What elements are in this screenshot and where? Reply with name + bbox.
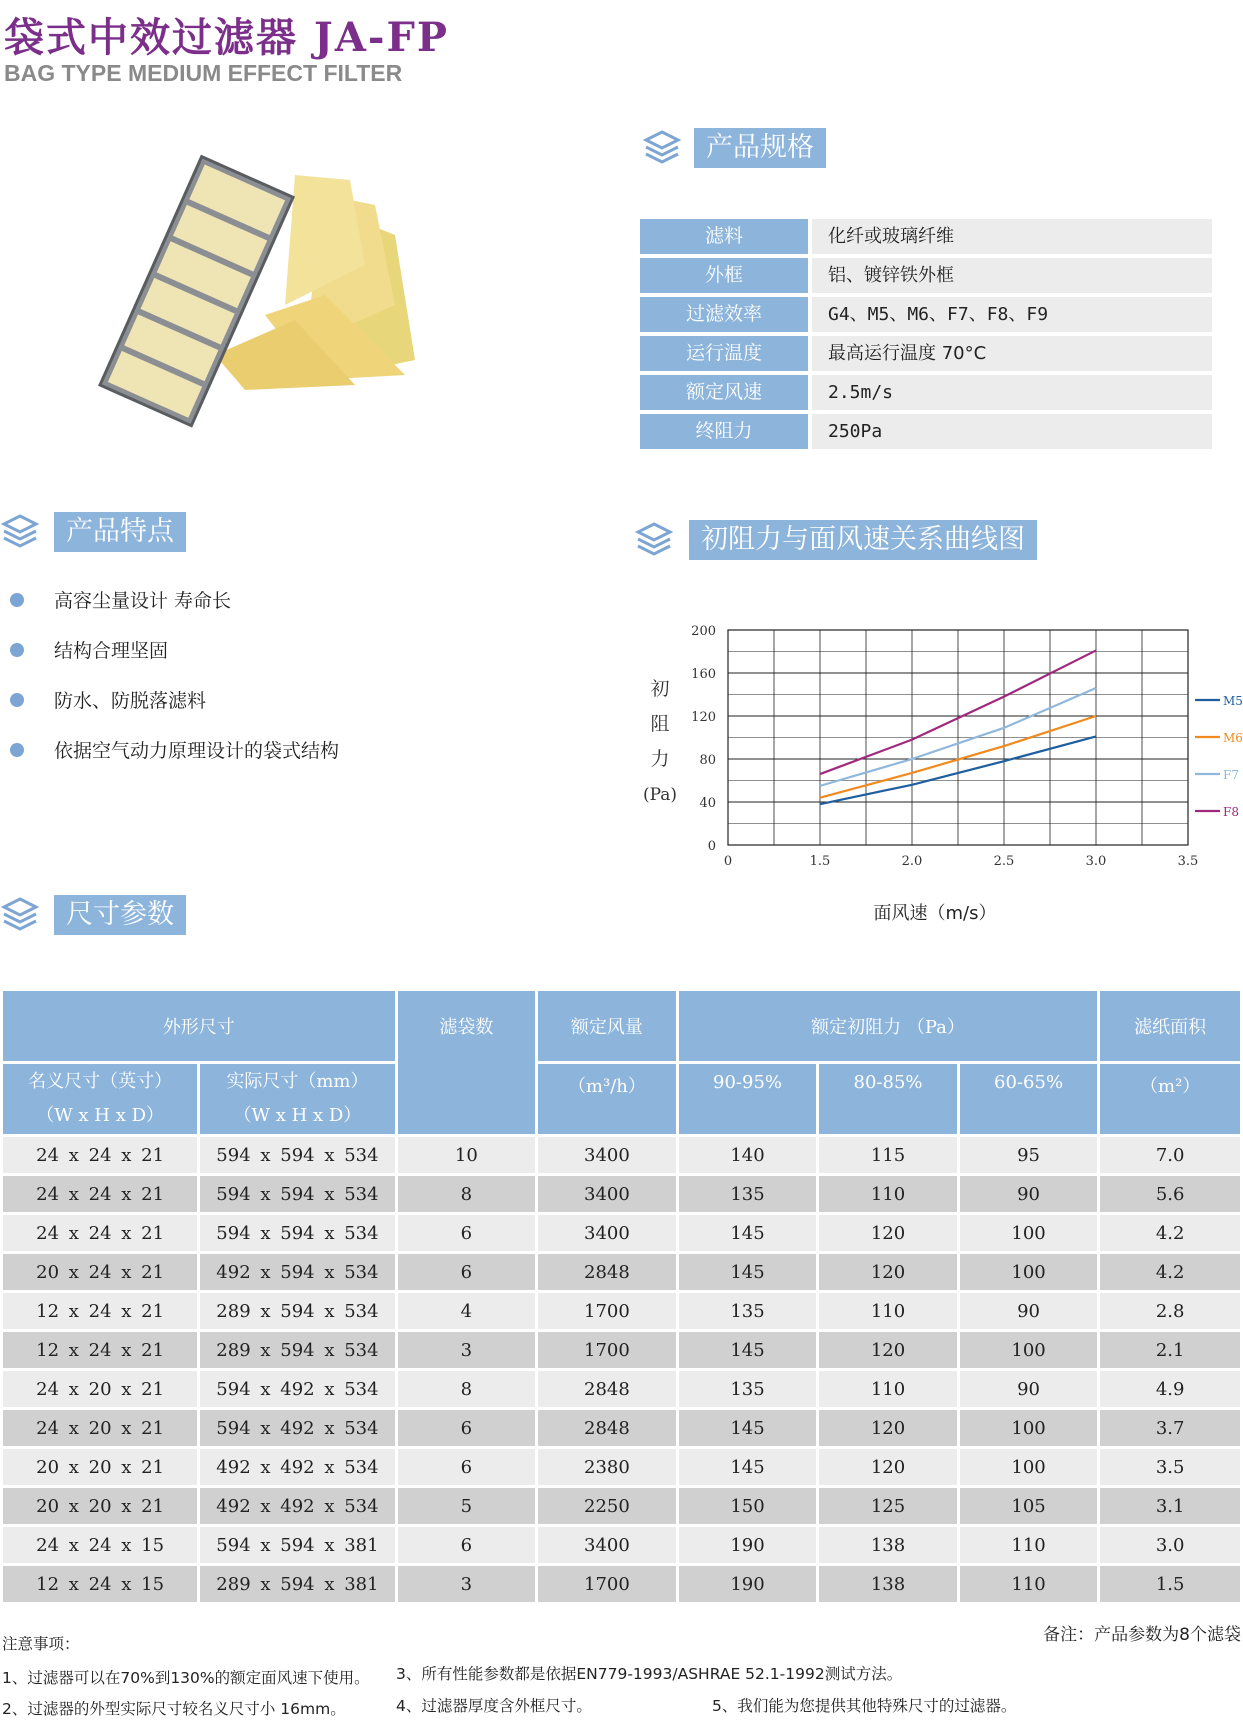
spec-table	[640, 219, 1212, 453]
cell-area: 1.5	[1100, 1566, 1240, 1602]
cell-res-80-85: 138	[819, 1527, 957, 1563]
cell-airflow: 3400	[538, 1137, 676, 1173]
legend-label: M6	[1223, 731, 1243, 745]
cell-area: 2.8	[1100, 1293, 1240, 1329]
bullet-icon	[10, 593, 24, 607]
x-tick-label: 2.5	[993, 854, 1015, 869]
cell-res-90-95: 135	[679, 1176, 817, 1212]
cell-res-80-85: 138	[819, 1566, 957, 1602]
table-row	[3, 1293, 1240, 1329]
cell-bag-count: 8	[398, 1176, 535, 1212]
cell-res-80-85: 110	[819, 1371, 957, 1407]
cell-actual-size: 289 x 594 x 534	[200, 1332, 394, 1368]
cell-airflow: 2848	[538, 1254, 676, 1290]
x-tick-label: 2.0	[901, 854, 923, 869]
cell-bag-count: 6	[398, 1254, 535, 1290]
y-axis-label-1: 初	[650, 678, 670, 700]
y-tick-label: 0	[707, 839, 716, 854]
cell-actual-size: 492 x 492 x 534	[200, 1488, 394, 1524]
spec-label: 过滤效率	[640, 297, 808, 332]
cell-nominal-size: 24 x 24 x 21	[3, 1176, 197, 1212]
cell-nominal-size: 20 x 24 x 21	[3, 1254, 197, 1290]
cell-bag-count: 3	[398, 1566, 535, 1602]
feature-item	[10, 636, 168, 663]
cell-nominal-size: 24 x 24 x 21	[3, 1215, 197, 1251]
cell-res-60-65: 90	[960, 1176, 1098, 1212]
cell-res-60-65: 110	[960, 1566, 1098, 1602]
header-area-unit: （m²）	[1100, 1064, 1240, 1134]
notes-title: 注意事项：	[2, 1635, 80, 1653]
layers-icon	[634, 520, 674, 560]
spec-value: G4、M5、M6、F7、F8、F9	[812, 297, 1212, 332]
cell-nominal-size: 12 x 24 x 21	[3, 1293, 197, 1329]
cell-actual-size: 492 x 492 x 534	[200, 1449, 394, 1485]
cell-airflow: 3400	[538, 1527, 676, 1563]
layers-icon	[642, 128, 682, 168]
cell-area: 2.1	[1100, 1332, 1240, 1368]
cell-res-60-65: 90	[960, 1371, 1098, 1407]
cell-nominal-size: 20 x 20 x 21	[3, 1449, 197, 1485]
feature-text: 防水、防脱落滤料	[54, 690, 207, 712]
cell-area: 3.1	[1100, 1488, 1240, 1524]
cell-area: 3.7	[1100, 1410, 1240, 1446]
y-tick-label: 120	[691, 710, 716, 725]
feature-text: 结构合理坚固	[54, 640, 169, 662]
resistance-chart	[640, 610, 1243, 940]
header-resistance: 额定初阻力 （Pa）	[679, 991, 1098, 1061]
table-row	[3, 1527, 1240, 1563]
table-row	[3, 1215, 1240, 1251]
header-actual-label: 实际尺寸（mm）	[226, 1071, 369, 1092]
cell-airflow: 1700	[538, 1293, 676, 1329]
note-4: 4、过滤器厚度含外框尺寸。	[396, 1697, 592, 1715]
cell-res-80-85: 125	[819, 1488, 957, 1524]
x-tick-label: 1.5	[809, 854, 831, 869]
cell-res-80-85: 120	[819, 1332, 957, 1368]
note-1: 1、过滤器可以在70%到130%的额定面风速下使用。	[2, 1669, 370, 1687]
cell-res-90-95: 140	[679, 1137, 817, 1173]
header-area: 滤纸面积	[1100, 991, 1240, 1061]
spec-row	[640, 375, 1212, 410]
cell-res-90-95: 150	[679, 1488, 817, 1524]
cell-airflow: 2848	[538, 1410, 676, 1446]
dimensions-table	[0, 988, 1243, 1605]
layers-icon	[0, 895, 40, 935]
cell-res-60-65: 100	[960, 1410, 1098, 1446]
feature-item	[10, 586, 231, 613]
legend-label: M5	[1223, 694, 1243, 708]
note-5: 5、我们能为您提供其他特殊尺寸的过滤器。	[712, 1697, 1017, 1715]
spec-label: 外框	[640, 258, 808, 293]
cell-actual-size: 594 x 492 x 534	[200, 1410, 394, 1446]
cell-res-80-85: 110	[819, 1176, 957, 1212]
y-tick-label: 160	[691, 667, 716, 682]
table-row	[3, 1137, 1240, 1173]
cell-nominal-size: 24 x 20 x 21	[3, 1371, 197, 1407]
header-res-60-65: 60-65%	[960, 1064, 1098, 1134]
spec-value: 250Pa	[812, 414, 1212, 449]
cell-actual-size: 594 x 492 x 534	[200, 1371, 394, 1407]
y-tick-label: 80	[699, 753, 716, 768]
table-row	[3, 1371, 1240, 1407]
chart-grid	[728, 630, 1188, 845]
y-tick-label: 40	[699, 796, 716, 811]
cell-res-90-95: 135	[679, 1293, 817, 1329]
note-3: 3、所有性能参数都是依据EN779-1993/ASHRAE 52.1-1992测试方法。	[396, 1665, 903, 1683]
feature-text: 依据空气动力原理设计的袋式结构	[54, 740, 340, 762]
cell-area: 4.9	[1100, 1371, 1240, 1407]
table-row	[3, 1488, 1240, 1524]
cell-area: 4.2	[1100, 1254, 1240, 1290]
spec-row	[640, 219, 1212, 254]
spec-value: 最高运行温度 70°C	[812, 336, 1212, 371]
cell-actual-size: 289 x 594 x 381	[200, 1566, 394, 1602]
cell-bag-count: 10	[398, 1137, 535, 1173]
cell-res-90-95: 145	[679, 1449, 817, 1485]
section-label-dimensions: 尺寸参数	[54, 895, 186, 935]
cell-area: 3.5	[1100, 1449, 1240, 1485]
cell-nominal-size: 20 x 20 x 21	[3, 1488, 197, 1524]
y-axis-label-2: 阻	[650, 713, 670, 735]
spec-value: 化纤或玻璃纤维	[812, 219, 1212, 254]
header-actual-size	[200, 1064, 394, 1134]
cell-res-60-65: 110	[960, 1527, 1098, 1563]
bullet-icon	[10, 743, 24, 757]
cell-airflow: 1700	[538, 1566, 676, 1602]
y-axis-label-4: (Pa)	[642, 785, 678, 805]
cell-res-60-65: 100	[960, 1332, 1098, 1368]
cell-res-80-85: 120	[819, 1215, 957, 1251]
cell-res-80-85: 115	[819, 1137, 957, 1173]
cell-res-80-85: 110	[819, 1293, 957, 1329]
cell-nominal-size: 24 x 24 x 15	[3, 1527, 197, 1563]
header-res-90-95: 90-95%	[679, 1064, 817, 1134]
table-header-row	[3, 991, 1240, 1061]
cell-res-80-85: 120	[819, 1410, 957, 1446]
y-tick-label: 200	[691, 624, 716, 639]
legend-label: F7	[1223, 768, 1239, 782]
cell-nominal-size: 24 x 24 x 21	[3, 1137, 197, 1173]
cell-airflow: 2250	[538, 1488, 676, 1524]
table-subheader-row	[3, 1064, 1240, 1134]
cell-actual-size: 492 x 594 x 534	[200, 1254, 394, 1290]
spec-row	[640, 414, 1212, 449]
page-subtitle: BAG TYPE MEDIUM EFFECT FILTER	[4, 60, 403, 86]
table-row	[3, 1332, 1240, 1368]
table-row	[3, 1254, 1240, 1290]
cell-res-90-95: 190	[679, 1527, 817, 1563]
cell-res-90-95: 145	[679, 1215, 817, 1251]
cell-bag-count: 5	[398, 1488, 535, 1524]
cell-area: 4.2	[1100, 1215, 1240, 1251]
bullet-icon	[10, 643, 24, 657]
cell-res-60-65: 100	[960, 1254, 1098, 1290]
cell-actual-size: 594 x 594 x 381	[200, 1527, 394, 1563]
cell-res-60-65: 90	[960, 1293, 1098, 1329]
cell-res-60-65: 95	[960, 1137, 1098, 1173]
cell-res-90-95: 145	[679, 1332, 817, 1368]
header-nominal-sub: （W x H x D）	[36, 1105, 165, 1126]
cell-res-90-95: 145	[679, 1410, 817, 1446]
feature-item	[10, 686, 206, 713]
cell-nominal-size: 12 x 24 x 15	[3, 1566, 197, 1602]
cell-bag-count: 6	[398, 1410, 535, 1446]
chart-legend	[1195, 694, 1243, 819]
header-res-80-85: 80-85%	[819, 1064, 957, 1134]
table-row	[3, 1410, 1240, 1446]
cell-bag-count: 8	[398, 1371, 535, 1407]
remark: 备注：产品参数为8个滤袋	[1043, 1625, 1241, 1645]
cell-bag-count: 3	[398, 1332, 535, 1368]
table-row	[3, 1566, 1240, 1602]
cell-res-90-95: 135	[679, 1371, 817, 1407]
cell-res-90-95: 190	[679, 1566, 817, 1602]
cell-actual-size: 594 x 594 x 534	[200, 1137, 394, 1173]
section-label-spec: 产品规格	[694, 128, 826, 168]
cell-res-60-65: 100	[960, 1449, 1098, 1485]
chart-y-ticks	[691, 624, 716, 854]
spec-row	[640, 336, 1212, 371]
cell-res-80-85: 120	[819, 1449, 957, 1485]
cell-actual-size: 594 x 594 x 534	[200, 1215, 394, 1251]
header-nominal-size	[3, 1064, 197, 1134]
x-tick-label: 3.0	[1085, 854, 1107, 869]
spec-label: 终阻力	[640, 414, 808, 449]
cell-bag-count: 4	[398, 1293, 535, 1329]
header-airflow-unit: （m³/h）	[538, 1064, 676, 1134]
bag-filter-image	[95, 145, 415, 425]
x-tick-label: 3.5	[1177, 854, 1199, 869]
cell-res-60-65: 100	[960, 1215, 1098, 1251]
x-axis-label: 面风速（m/s）	[873, 903, 997, 924]
legend-label: F8	[1223, 805, 1239, 819]
spec-row	[640, 297, 1212, 332]
section-label-features: 产品特点	[54, 512, 186, 552]
cell-bag-count: 6	[398, 1215, 535, 1251]
header-actual-sub: （W x H x D）	[233, 1105, 362, 1126]
cell-res-80-85: 120	[819, 1254, 957, 1290]
cell-nominal-size: 24 x 20 x 21	[3, 1410, 197, 1446]
cell-airflow: 3400	[538, 1176, 676, 1212]
cell-airflow: 1700	[538, 1332, 676, 1368]
page-title: 袋式中效过滤器 JA-FP	[4, 14, 449, 61]
table-row	[3, 1449, 1240, 1485]
cell-res-60-65: 105	[960, 1488, 1098, 1524]
header-bag-count: 滤袋数	[398, 991, 535, 1134]
table-body	[3, 1137, 1240, 1602]
section-label-curve: 初阻力与面风速关系曲线图	[689, 520, 1037, 560]
spec-label: 滤料	[640, 219, 808, 254]
cell-airflow: 3400	[538, 1215, 676, 1251]
cell-bag-count: 6	[398, 1527, 535, 1563]
cell-area: 7.0	[1100, 1137, 1240, 1173]
cell-airflow: 2380	[538, 1449, 676, 1485]
cell-actual-size: 289 x 594 x 534	[200, 1293, 394, 1329]
chart-x-ticks	[724, 854, 1198, 869]
y-axis-label-3: 力	[650, 748, 670, 770]
table-row	[3, 1176, 1240, 1212]
feature-text: 高容尘量设计 寿命长	[54, 590, 232, 612]
cell-area: 3.0	[1100, 1527, 1240, 1563]
layers-icon	[0, 512, 40, 552]
feature-item	[10, 736, 339, 763]
spec-row	[640, 258, 1212, 293]
cell-res-90-95: 145	[679, 1254, 817, 1290]
cell-actual-size: 594 x 594 x 534	[200, 1176, 394, 1212]
bullet-icon	[10, 693, 24, 707]
spec-value: 铝、镀锌铁外框	[812, 258, 1212, 293]
cell-area: 5.6	[1100, 1176, 1240, 1212]
cell-airflow: 2848	[538, 1371, 676, 1407]
note-2: 2、过滤器的外型实际尺寸较名义尺寸小 16mm。	[2, 1700, 346, 1718]
cell-nominal-size: 12 x 24 x 21	[3, 1332, 197, 1368]
header-nominal-label: 名义尺寸（英寸）	[28, 1071, 173, 1092]
spec-value: 2.5m/s	[812, 375, 1212, 410]
cell-bag-count: 6	[398, 1449, 535, 1485]
header-outer-size: 外形尺寸	[3, 991, 395, 1061]
header-airflow: 额定风量	[538, 991, 676, 1061]
spec-label: 额定风速	[640, 375, 808, 410]
spec-label: 运行温度	[640, 336, 808, 371]
x-tick-label: 0	[723, 854, 733, 869]
